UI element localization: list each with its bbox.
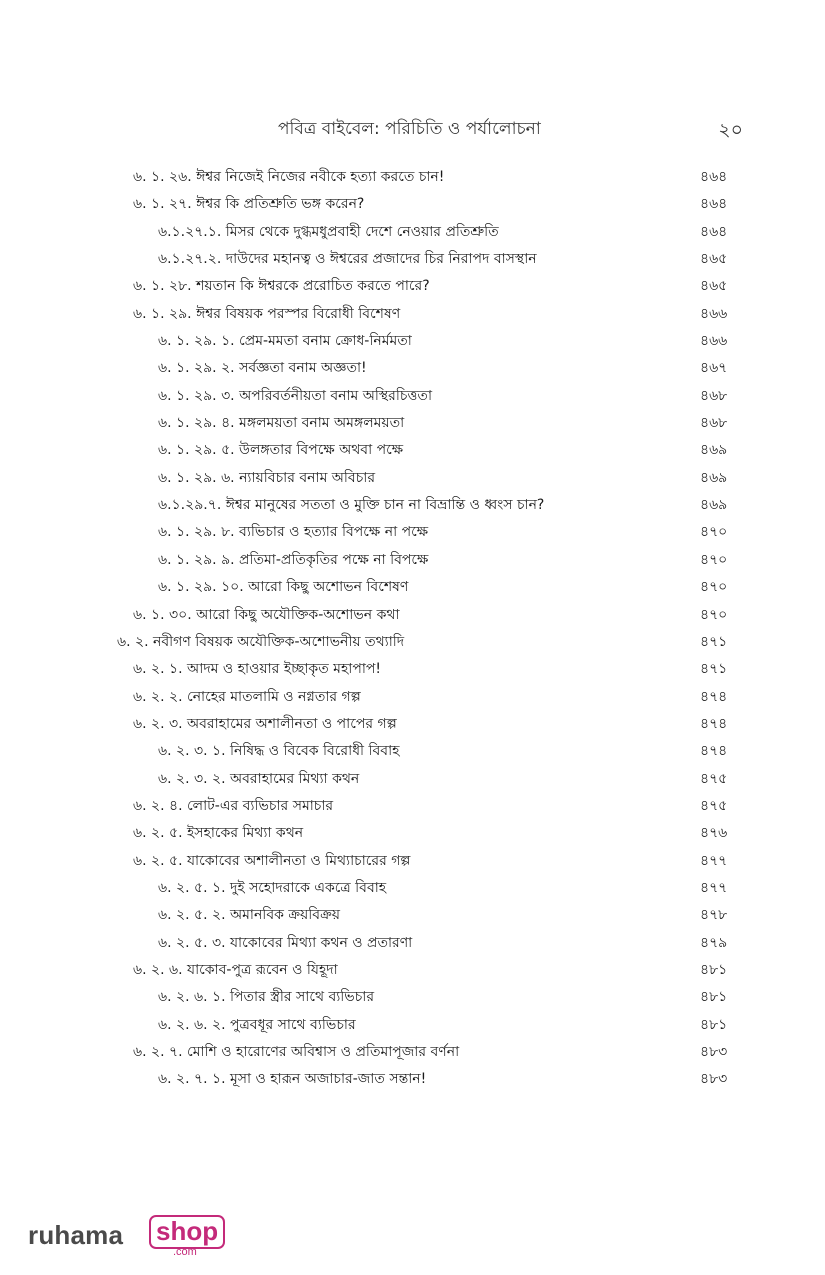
toc-entry-title: ৬. ১. ২৯. ঈশ্বর বিষয়ক পরস্পর বিরোধী বিশেষণ (133, 305, 401, 322)
toc-entry-page: ৪৭০ (700, 551, 728, 568)
toc-entry-page: ৪৬৭ (700, 360, 728, 377)
toc-entry-page: ৪৭৮ (700, 907, 728, 924)
logo-ruhama-text: ruhama (28, 1220, 124, 1250)
toc-entry-page: ৪৭৪ (700, 715, 728, 732)
toc-entry-title: ৬. ২. ৫. ২. অমানবিক ক্রয়বিক্রয় (158, 907, 341, 924)
toc-entry-title: ৬. ১. ২৯. ১০. আরো কিছু অশোভন বিশেষণ (158, 579, 409, 596)
toc-entry-title: ৬. ২. ৫. যাকোবের অশালীনতা ও মিথ্যাচারের গল্প (133, 852, 411, 869)
toc-entry-page: ৪৮১ (700, 989, 728, 1006)
toc-entry (0, 519, 825, 546)
toc-entry-page: ৪৬৪ (700, 169, 728, 185)
toc-entry-page: ৪৮৩ (700, 1044, 728, 1060)
toc-entry-title: ৬. ১. ২৯. ১. প্রেম-মমতা বনাম ক্রোধ-নির্মমতা (158, 333, 412, 350)
toc-entry (0, 301, 825, 328)
toc-entry-title: ৬. ২. ৭. ১. মূসা ও হারূন অজাচার-জাত সন্তান! (158, 1071, 427, 1088)
logo-domain-text: .com (173, 1246, 197, 1258)
toc-entry-title: ৬. ২. ৩. অবরাহামের অশালীনতা ও পাপের গল্প (133, 715, 397, 732)
ruhamashop-logo (28, 1212, 228, 1262)
toc-entry-title: ৬. ২. ৬. ২. পুত্রবধূর সাথে ব্যভিচার (158, 1016, 356, 1033)
toc-entry (0, 547, 825, 574)
toc-entry-title: ৬. ২. ৪. লোট-এর ব্যভিচার সমাচার (133, 797, 334, 814)
toc-entry-page: ৪৭১ (700, 633, 728, 650)
toc-entry-title: ৬. ১. ২৯. ৬. ন্যায়বিচার বনাম অবিচার (158, 469, 376, 486)
toc-entry (0, 219, 825, 246)
toc-entry-page: ৪৭৭ (700, 852, 728, 869)
toc-entry (0, 656, 825, 683)
toc-entry (0, 848, 825, 875)
toc-entry (0, 1012, 825, 1039)
toc-entry-title: ৬. ১. ২৯. ৪. মঙ্গলময়তা বনাম অমঙ্গলময়তা (158, 415, 405, 432)
toc-entry (0, 984, 825, 1011)
toc-entry (0, 355, 825, 382)
toc-entry (0, 684, 825, 711)
toc-entry-title: ৬. ২. ৫. ১. দুই সহোদরাকে একত্রে বিবাহ (158, 879, 387, 896)
table-of-contents (0, 164, 825, 1094)
toc-entry (0, 492, 825, 519)
toc-entry-title: ৬.১.২৯.৭. ঈশ্বর মানুষের সততা ও মুক্তি চান না বিভ্রান্তি ও ধ্বংস চান? (158, 497, 545, 514)
toc-entry-page: ৪৮১ (700, 961, 728, 978)
toc-entry-title: ৬. ২. ৩. ১. নিষিদ্ধ ও বিবেক বিরোধী বিবাহ (158, 743, 400, 760)
toc-entry (0, 465, 825, 492)
toc-entry-page: ৪৬৫ (700, 251, 728, 268)
toc-entry-page: ৪৬৮ (700, 415, 728, 432)
toc-entry-title: ৬. ২. ২. নোহের মাতলামি ও নগ্নতার গল্প (133, 688, 361, 705)
toc-entry (0, 629, 825, 656)
toc-entry-title: ৬. ১. ২৯. ৫. উলঙ্গতার বিপক্ষে অথবা পক্ষে (158, 442, 404, 459)
toc-entry-title: ৬. ১. ২৯. ৮. ব্যভিচার ও হত্যার বিপক্ষে না পক্ষে (158, 524, 429, 541)
toc-entry-page: ৪৭০ (700, 606, 728, 623)
toc-entry-page: ৪৭৫ (700, 797, 728, 814)
toc-entry-page: ৪৭৪ (700, 743, 728, 760)
toc-entry-page: ৪৬৬ (700, 305, 728, 322)
logo-shop-badge: shop (149, 1215, 225, 1249)
toc-entry (0, 820, 825, 847)
toc-entry (0, 766, 825, 793)
toc-entry (0, 738, 825, 765)
toc-entry (0, 957, 825, 984)
toc-entry-title: ৬. ২. নবীগণ বিষয়ক অযৌক্তিক-অশোভনীয় তথ্যাদি (117, 633, 405, 650)
toc-entry-title: ৬. ২. ৩. ২. অবরাহামের মিথ্যা কথন (158, 770, 360, 787)
toc-entry-page: ৪৭৭ (700, 879, 728, 896)
toc-entry (0, 273, 825, 300)
toc-entry (0, 1066, 825, 1093)
toc-entry (0, 246, 825, 273)
toc-entry-title: ৬. ২. ৫. ইসহাকের মিথ্যা কথন (133, 825, 304, 842)
toc-entry-page: ৪৭৫ (700, 770, 728, 787)
toc-entry-page: ৪৬৪ (700, 223, 728, 240)
toc-entry-title: ৬. ১. ৩০. আরো কিছু অযৌক্তিক-অশোভন কথা (133, 606, 400, 623)
toc-entry-title: ৬. ২. ১. আদম ও হাওয়ার ইচ্ছাকৃত মহাপাপ! (133, 661, 382, 678)
page-number: ২০ (718, 119, 743, 141)
toc-entry-page: ৪৬৬ (700, 333, 728, 350)
toc-entry-page: ৪৭০ (700, 579, 728, 596)
toc-entry-title: ৬. ২. ৬. ১. পিতার স্ত্রীর সাথে ব্যভিচার (158, 989, 375, 1006)
toc-entry (0, 437, 825, 464)
toc-entry (0, 164, 825, 191)
toc-entry (0, 328, 825, 355)
toc-entry-page: ৪৬৪ (700, 196, 728, 213)
toc-entry (0, 410, 825, 437)
toc-entry-title: ৬. ২. ৬. যাকোব-পুত্র রূবেন ও যিহূদা (133, 961, 338, 978)
toc-entry-title: ৬. ২. ৭. মোশি ও হারোণের অবিশ্বাস ও প্রতিমাপূজার বর্ণনা (133, 1044, 460, 1060)
toc-entry-title: ৬. ১. ২৯. ২. সর্বজ্ঞতা বনাম অজ্ঞতা! (158, 360, 367, 377)
toc-entry (0, 902, 825, 929)
toc-entry-page: ৪৬৯ (700, 442, 728, 459)
toc-entry (0, 602, 825, 629)
toc-entry-title: ৬. ১. ২৯. ৩. অপরিবর্তনীয়তা বনাম অস্থিরচিত্ততা (158, 387, 432, 404)
toc-entry-page: ৪৮১ (700, 1016, 728, 1033)
toc-entry-page: ৪৭১ (700, 661, 728, 678)
toc-entry-page: ৪৭৬ (700, 825, 728, 842)
toc-entry (0, 711, 825, 738)
toc-entry (0, 930, 825, 957)
toc-entry-title: ৬.১.২৭.১. মিসর থেকে দুগ্ধমধুপ্রবাহী দেশে নেওয়ার প্রতিশ্রুতি (158, 223, 499, 240)
toc-entry (0, 793, 825, 820)
toc-entry (0, 383, 825, 410)
toc-entry-title: ৬. ১. ২৬. ঈশ্বর নিজেই নিজের নবীকে হত্যা করতে চান! (133, 169, 445, 185)
toc-entry-page: ৪৬৯ (700, 469, 728, 486)
toc-entry (0, 191, 825, 218)
toc-entry-page: ৪৭০ (700, 524, 728, 541)
toc-entry (0, 1039, 825, 1066)
toc-entry-title: ৬. ১. ২৯. ৯. প্রতিমা-প্রতিকৃতির পক্ষে না বিপক্ষে (158, 551, 429, 568)
book-title: পবিত্র বাইবেল: পরিচিতি ও পর্যালোচনা (278, 119, 541, 139)
toc-entry-page: ৪৭৪ (700, 688, 728, 705)
running-header (0, 116, 825, 146)
toc-entry-page: ৪৬৯ (700, 497, 728, 514)
toc-entry (0, 574, 825, 601)
toc-entry-title: ৬.১.২৭.২. দাউদের মহানত্ব ও ঈশ্বরের প্রজাদের চির নিরাপদ বাসস্থান (158, 251, 537, 268)
toc-entry-page: ৪৬৮ (700, 387, 728, 404)
toc-entry-title: ৬. ১. ২৮. শয়তান কি ঈশ্বরকে প্ররোচিত করতে পারে? (133, 278, 430, 295)
toc-entry-page: ৪৬৫ (700, 278, 728, 295)
toc-entry-page: ৪৭৯ (700, 934, 728, 951)
toc-entry-title: ৬. ১. ২৭. ঈশ্বর কি প্রতিশ্রুতি ভঙ্গ করেন? (133, 196, 365, 213)
toc-entry-title: ৬. ২. ৫. ৩. যাকোবের মিথ্যা কথন ও প্রতারণা (158, 934, 413, 951)
toc-entry-page: ৪৮৩ (700, 1071, 728, 1088)
toc-entry (0, 875, 825, 902)
